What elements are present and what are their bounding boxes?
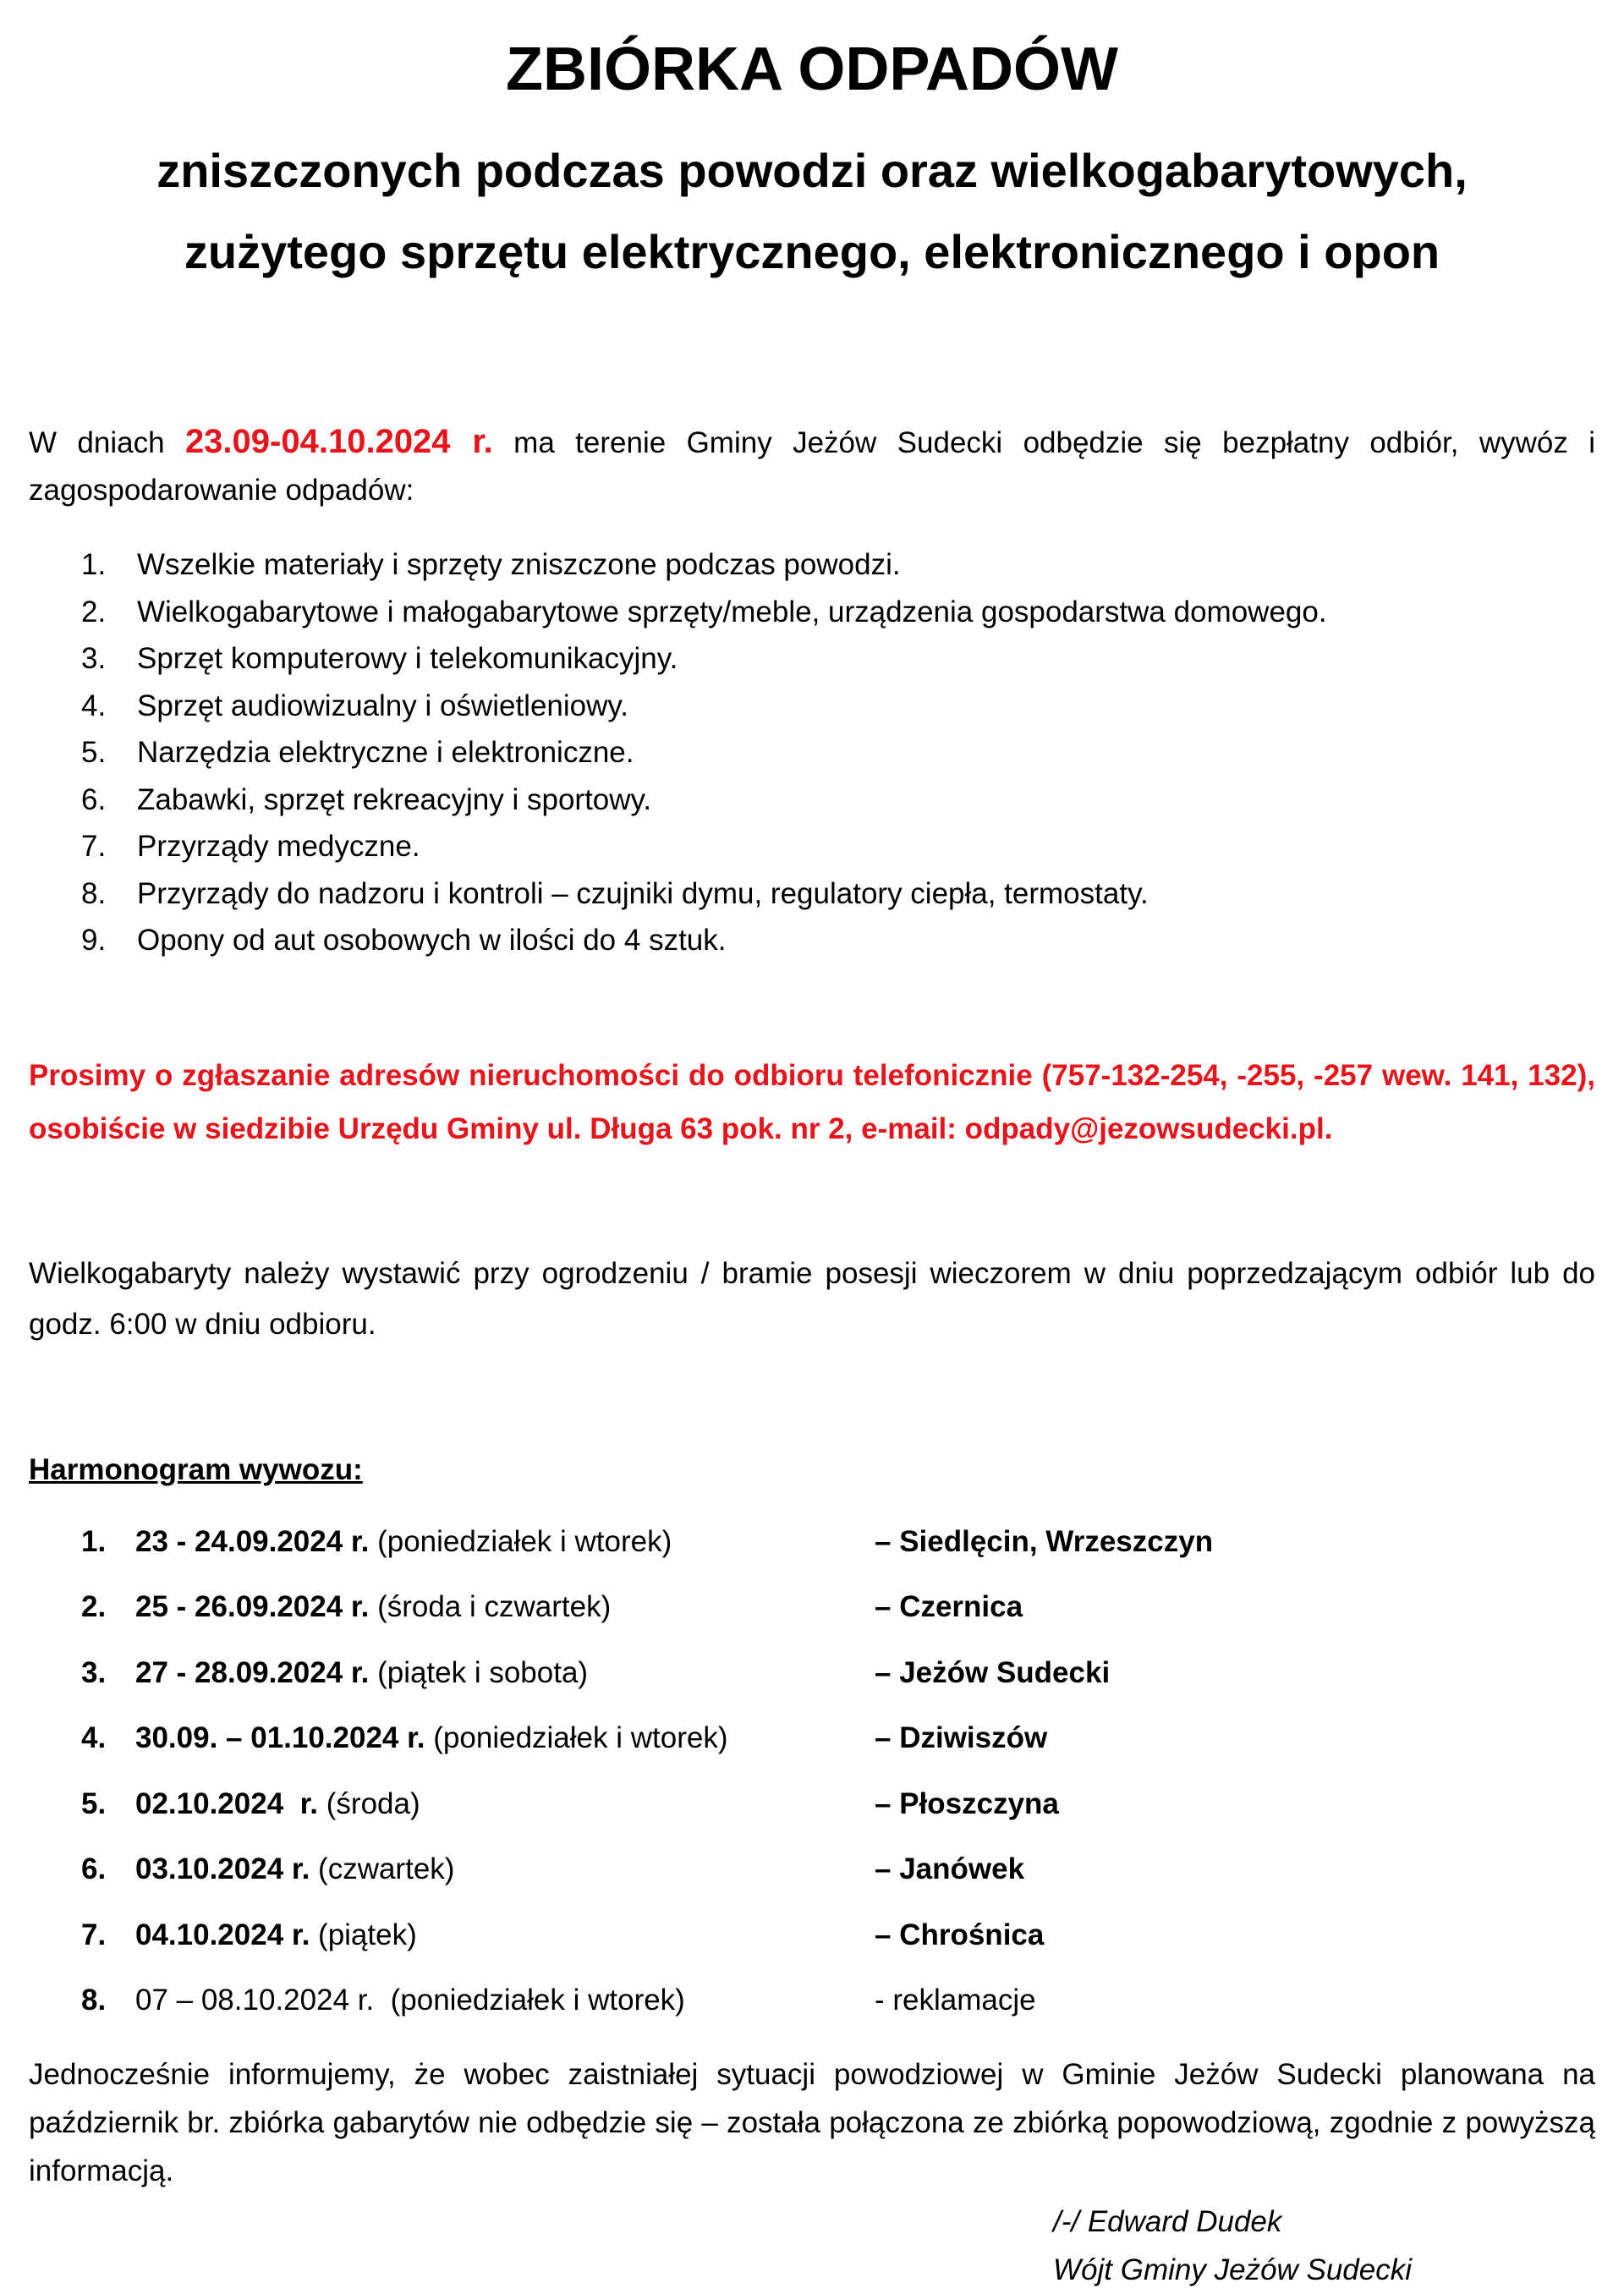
list-item [29, 541, 1595, 589]
schedule-row-number: 7. [81, 1918, 107, 1951]
schedule-row-when [135, 1509, 875, 1575]
list-item-text: Sprzęt audiowizualny i oświetleniowy. [137, 689, 629, 722]
schedule-row-days: (poniedziałek i wtorek) [425, 1721, 728, 1754]
list-item-number: 1. [81, 548, 107, 581]
list-item-text: Przyrządy do nadzoru i kontroli – czujniki dymu, regulatory ciepła, termostaty. [137, 876, 1149, 910]
schedule-row-date: 02.10.2024 r. [135, 1786, 319, 1820]
intro-suffix: ma terenie Gminy Jeżów Sudecki odbędzie się bezpłatny odbiór, wywóz i zagospodarowanie odpadów: [29, 426, 1595, 507]
schedule-row-date: 23 - 24.09.2024 r. [135, 1524, 370, 1558]
schedule-row [29, 1771, 1595, 1837]
list-item-text: Zabawki, sprzęt rekreacyjny i sportowy. [137, 782, 652, 816]
list-item-text: Narzędzia elektryczne i elektroniczne. [137, 736, 634, 769]
waste-types-list [29, 541, 1595, 964]
schedule-row-days: (piątek) [310, 1918, 417, 1951]
list-item-number: 9. [81, 924, 107, 957]
schedule-row [29, 1836, 1595, 1902]
schedule-row-number: 6. [81, 1852, 107, 1885]
list-item [29, 823, 1595, 870]
schedule-row-number: 1. [81, 1524, 107, 1558]
schedule-row [29, 1509, 1595, 1575]
schedule-list [29, 1509, 1595, 2033]
schedule-row-date: 07 – 08.10.2024 r. (poniedziałek i wtorek) [135, 1984, 685, 2017]
schedule-row-date: 27 - 28.09.2024 r. [135, 1655, 370, 1689]
schedule-row-place: – Chrośnica [875, 1918, 1045, 1951]
placement-instructions: Wielkogabaryty należy wystawić przy ogrodzeniu / bramie posesji wieczorem w dniu poprzedzającym odbiór lub do godz. 6:00 w dniu odbioru. [29, 1256, 1595, 1341]
schedule-row-days: (piątek i sobota) [369, 1655, 589, 1689]
schedule-row [29, 1902, 1595, 1968]
list-item-number: 4. [81, 689, 107, 722]
list-item-text: Sprzęt komputerowy i telekomunikacyjny. [137, 642, 678, 675]
subtitle-line-2: zużytego sprzętu elektrycznego, elektronicznego i opon [184, 225, 1440, 278]
list-item [29, 917, 1595, 964]
closing-paragraph: Jednocześnie informujemy, że wobec zaistniałej sytuacji powodziowej w Gminie Jeżów Sudecki planowana na październik br. zbiórka gabarytów nie odbędzie się – została połączona ze zbiórką popowodziową, zgodnie z powyższą informacją. [29, 2057, 1595, 2187]
signature-name: /-/ Edward Dudek [1053, 2205, 1282, 2238]
list-item [29, 635, 1595, 683]
schedule-heading: Harmonogram wywozu: [29, 1452, 363, 1486]
schedule-row-date: 30.09. – 01.10.2024 r. [135, 1721, 425, 1754]
list-item [29, 729, 1595, 777]
list-item-text: Wielkogabarytowe i małogabarytowe sprzęty/meble, urządzenia gospodarstwa domowego. [137, 595, 1327, 628]
list-item-number: 8. [81, 876, 107, 910]
contact-request: Prosimy o zgłaszanie adresów nieruchomości do odbioru telefonicznie (757-132-254, -255, -257 wew. 141, 132), osobiście w siedzibie Urzędu Gminy ul. Długa 63 pok. nr 2, e-mail: odpady@jezowsudecki.pl. [29, 1058, 1595, 1145]
intro-prefix: W dniach [29, 426, 185, 459]
list-item-number: 7. [81, 830, 107, 863]
schedule-row-when [135, 1902, 875, 1968]
schedule-row-days: (środa i czwartek) [369, 1590, 612, 1623]
schedule-row-date: 04.10.2024 r. [135, 1918, 310, 1951]
list-item-number: 2. [81, 595, 107, 628]
schedule-row-number: 2. [81, 1590, 107, 1623]
schedule-row-number: 5. [81, 1786, 107, 1820]
list-item-text: Wszelkie materiały i sprzęty zniszczone podczas powodzi. [137, 548, 901, 581]
intro-paragraph [29, 418, 1595, 514]
signature-role: Wójt Gminy Jeżów Sudecki [1053, 2253, 1413, 2286]
list-item [29, 683, 1595, 730]
schedule-row [29, 1574, 1595, 1640]
schedule-row-when [135, 1771, 875, 1837]
schedule-row-place: – Siedlęcin, Wrzeszczyn [875, 1524, 1214, 1558]
schedule-row-place: – Dziwiszów [875, 1721, 1048, 1754]
schedule-row-place: - reklamacje [875, 1984, 1036, 2017]
schedule-row-when [135, 1640, 875, 1706]
schedule-row [29, 1705, 1595, 1771]
schedule-row-place: – Czernica [875, 1590, 1023, 1623]
schedule-row-number: 4. [81, 1721, 107, 1754]
schedule-row-number: 8. [81, 1984, 107, 2017]
collection-dates: 23.09-04.10.2024 r. [184, 423, 493, 460]
schedule-row-date: 03.10.2024 r. [135, 1852, 310, 1885]
list-item-text: Opony od aut osobowych w ilości do 4 sztuk. [137, 924, 727, 957]
list-item-number: 5. [81, 736, 107, 769]
schedule-row-days: (środa) [318, 1786, 420, 1820]
list-item [29, 777, 1595, 824]
schedule-row-when [135, 1836, 875, 1902]
schedule-row-date: 25 - 26.09.2024 r. [135, 1590, 370, 1623]
page-subtitle [29, 130, 1595, 293]
schedule-row-number: 3. [81, 1655, 107, 1689]
schedule-row [29, 1967, 1595, 2033]
schedule-row-days: (poniedziałek i wtorek) [369, 1524, 672, 1558]
schedule-row-when [135, 1705, 875, 1771]
page-title: ZBIÓRKA ODPADÓW [506, 36, 1118, 103]
schedule-row [29, 1640, 1595, 1706]
subtitle-line-1: zniszczonych podczas powodzi oraz wielkogabarytowych, [156, 144, 1468, 197]
list-item [29, 589, 1595, 636]
schedule-row-when [135, 1574, 875, 1640]
list-item [29, 870, 1595, 918]
schedule-row-when [135, 1967, 875, 2033]
list-item-number: 6. [81, 782, 107, 816]
list-item-number: 3. [81, 642, 107, 675]
schedule-row-days: (czwartek) [310, 1852, 455, 1885]
schedule-row-place: – Jeżów Sudecki [875, 1655, 1111, 1689]
list-item-text: Przyrządy medyczne. [137, 830, 420, 863]
schedule-row-place: – Janówek [875, 1852, 1025, 1885]
schedule-row-place: – Płoszczyna [875, 1786, 1059, 1820]
